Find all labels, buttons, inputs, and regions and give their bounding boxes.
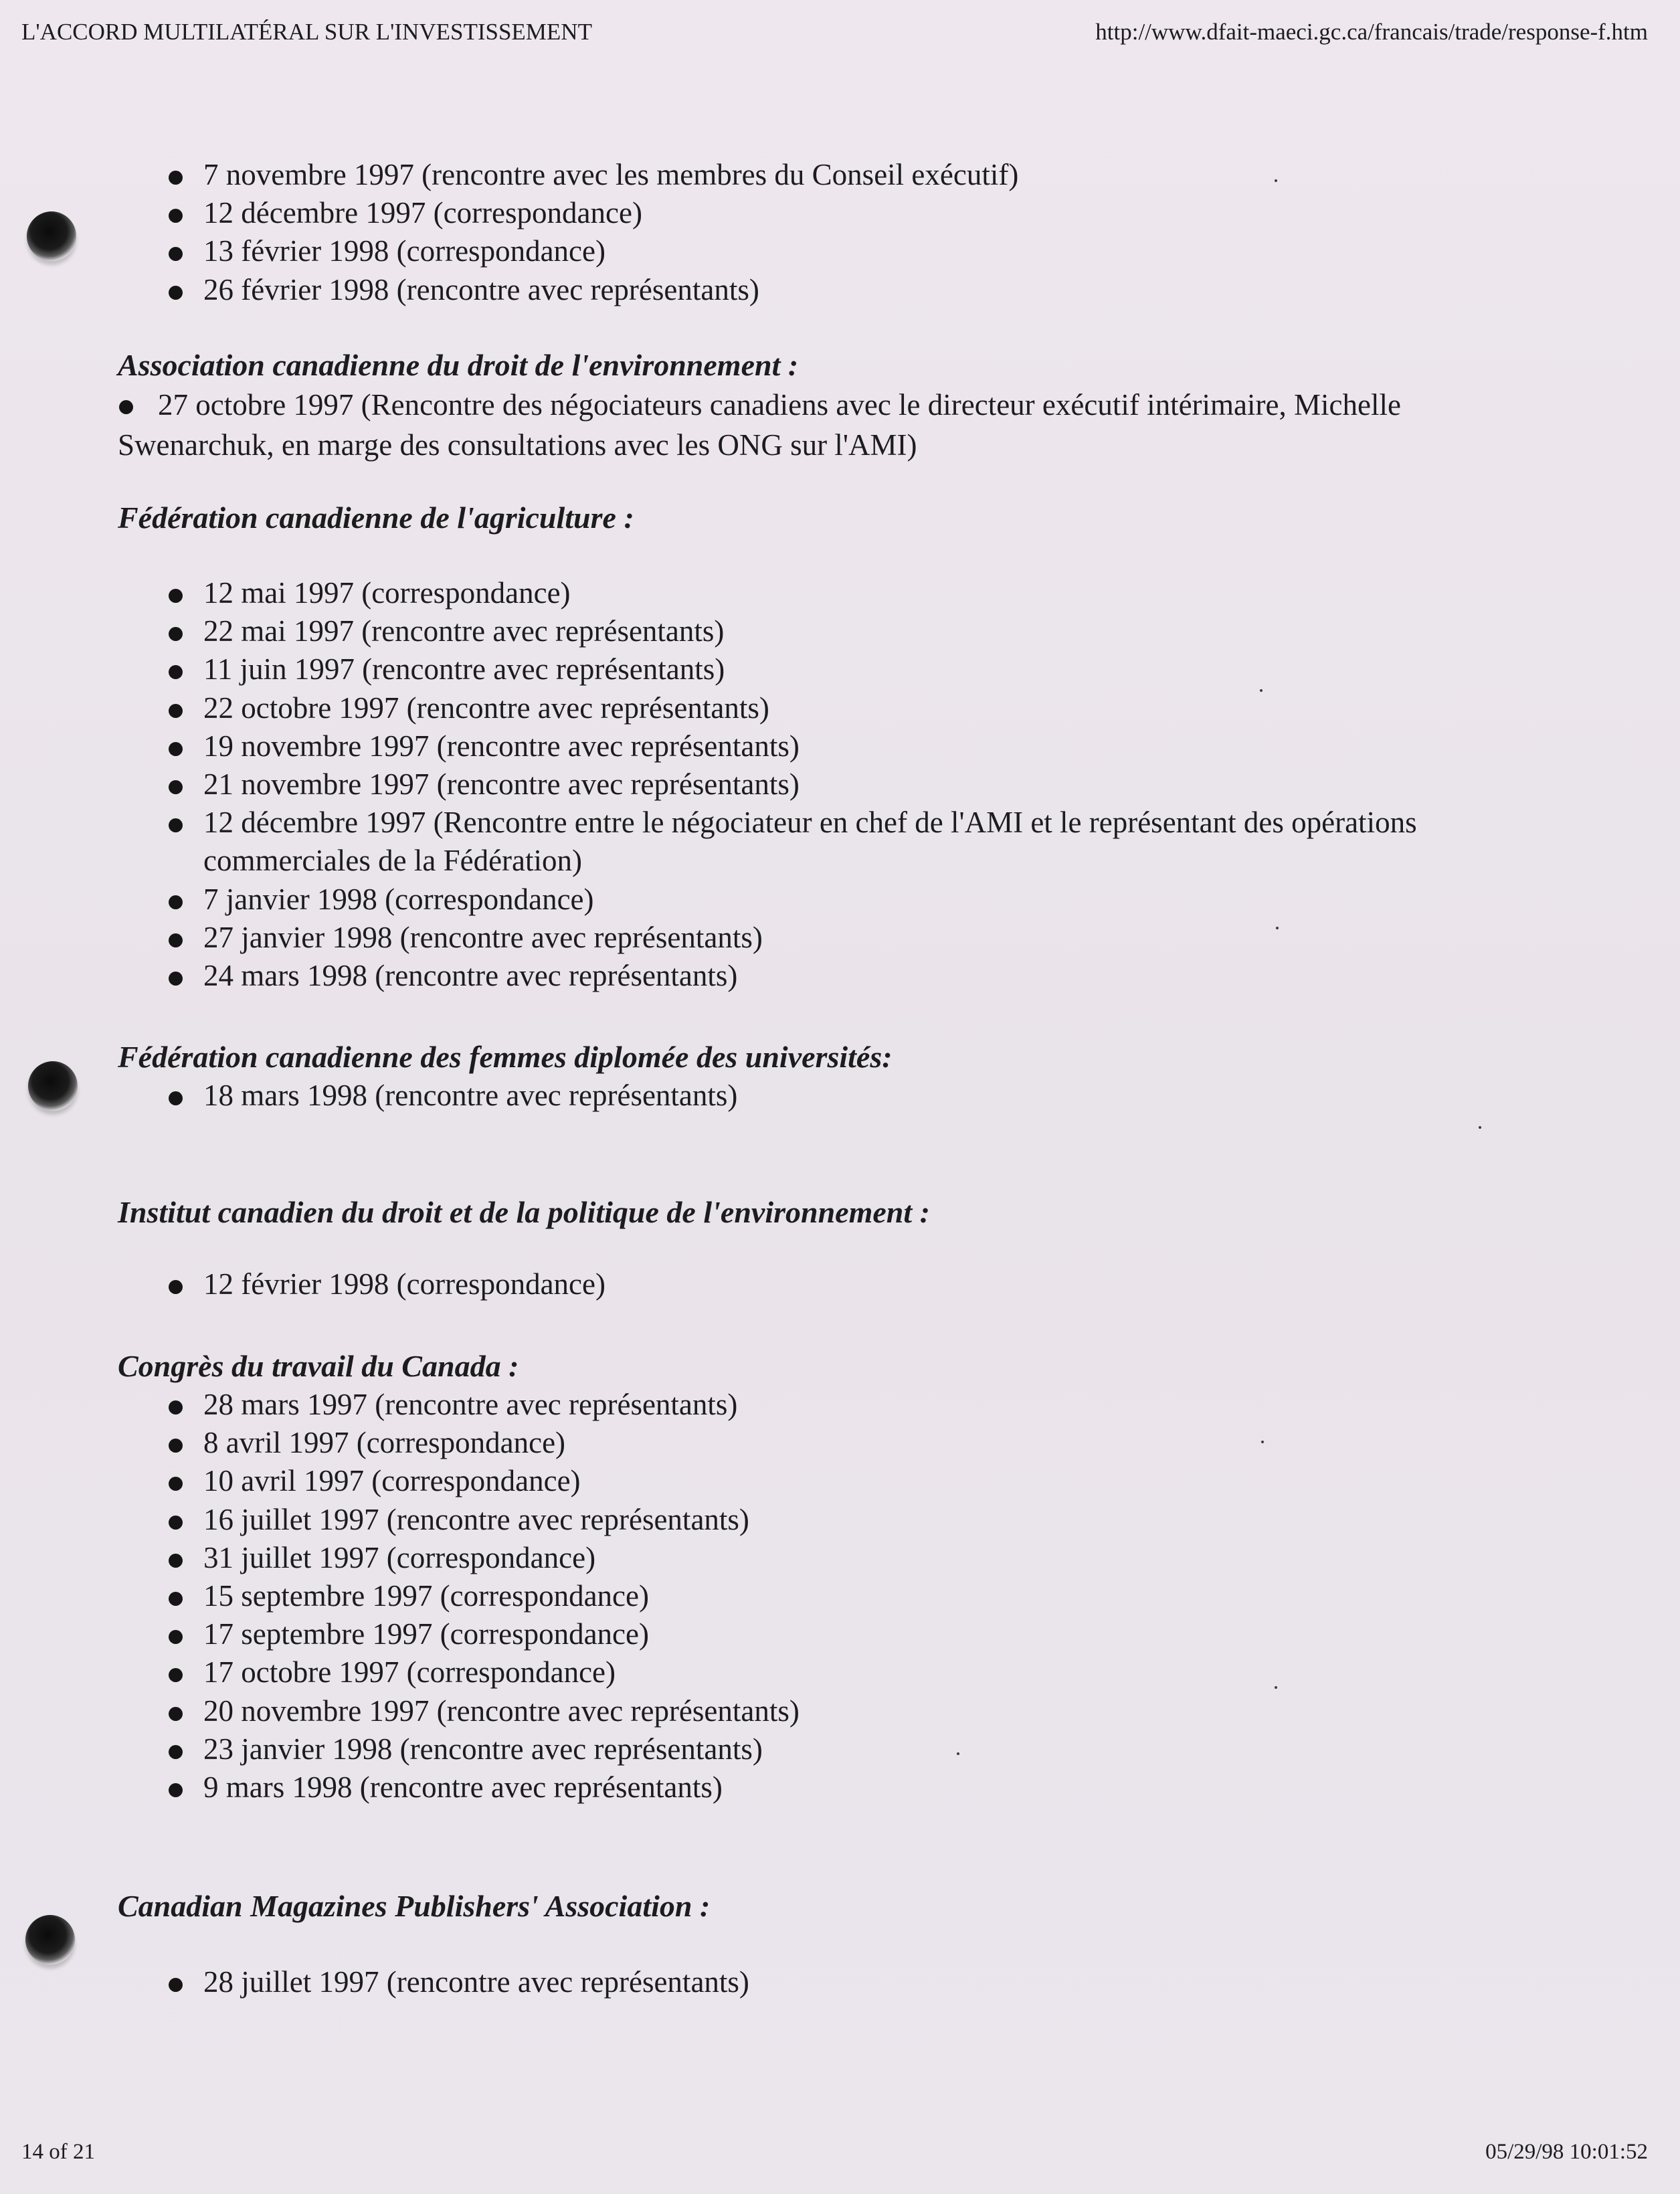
list-item: 24 mars 1998 (rencontre avec représentants) bbox=[203, 957, 1675, 995]
list-item: 22 mai 1997 (rencontre avec représentants) bbox=[203, 612, 1675, 650]
list-item: 8 avril 1997 (correspondance) bbox=[203, 1424, 1590, 1462]
bullet-list bbox=[118, 574, 1675, 995]
list-item: 26 février 1998 (rencontre avec représentants) bbox=[203, 271, 1590, 309]
list-item: 31 juillet 1997 (correspondance) bbox=[203, 1539, 1590, 1577]
page-footer-timestamp: 05/29/98 10:01:52 bbox=[1485, 2140, 1648, 2164]
page-footer-page-number: 14 of 21 bbox=[21, 2140, 95, 2164]
list-item: 17 octobre 1997 (correspondance) bbox=[203, 1653, 1590, 1692]
section-heading: Institut canadien du droit et de la politique de l'environnement : bbox=[118, 1195, 930, 1229]
section-cmpa bbox=[118, 1887, 1590, 2001]
list-item: 11 juin 1997 (rencontre avec représentants) bbox=[203, 650, 1675, 689]
section-acde bbox=[118, 346, 1590, 465]
section-continued bbox=[118, 156, 1590, 309]
section-icdpe bbox=[118, 1193, 1590, 1303]
punch-hole-bottom bbox=[25, 1915, 75, 1964]
list-item: 19 novembre 1997 (rencontre avec représentants) bbox=[203, 727, 1675, 765]
page-header-title: L'ACCORD MULTILATÉRAL SUR L'INVESTISSEMENT bbox=[21, 19, 592, 45]
section-fca bbox=[118, 498, 1590, 995]
bleed-through-text bbox=[120, 119, 1459, 146]
list-item: 21 novembre 1997 (rencontre avec représentants) bbox=[203, 765, 1675, 804]
list-item: 12 décembre 1997 (Rencontre entre le négociateur en chef de l'AMI et le représentant des opérations commerciales de la Fédération) bbox=[203, 804, 1568, 880]
punch-hole-middle bbox=[28, 1061, 78, 1111]
section-heading: Fédération canadienne des femmes diplomée des universités: bbox=[118, 1040, 893, 1074]
list-item: 28 mars 1997 (rencontre avec représentants) bbox=[203, 1386, 1590, 1424]
section-ctc bbox=[118, 1347, 1590, 1807]
punch-hole-top bbox=[27, 211, 76, 261]
scan-speck bbox=[1479, 1126, 1481, 1129]
bullet-list bbox=[118, 1077, 1590, 1115]
section-fcfdu bbox=[118, 1038, 1590, 1115]
list-item: 28 juillet 1997 (rencontre avec représentants) bbox=[203, 1963, 1590, 2001]
list-item: 7 novembre 1997 (rencontre avec les membres du Conseil exécutif) bbox=[203, 156, 1590, 194]
list-item: 7 janvier 1998 (correspondance) bbox=[203, 881, 1675, 919]
bullet-list bbox=[118, 1963, 1590, 2001]
list-item-line: Swenarchuk, en marge des consultations avec les ONG sur l'AMI) bbox=[118, 428, 917, 462]
section-heading: Fédération canadienne de l'agriculture : bbox=[118, 500, 634, 535]
list-item bbox=[118, 385, 1590, 465]
bullet-list bbox=[118, 1265, 1590, 1303]
list-item: 12 décembre 1997 (correspondance) bbox=[203, 194, 1590, 232]
list-item: 22 octobre 1997 (rencontre avec représentants) bbox=[203, 689, 1675, 727]
list-item: 12 mai 1997 (correspondance) bbox=[203, 574, 1675, 612]
list-item: 13 février 1998 (correspondance) bbox=[203, 232, 1590, 270]
list-item: 15 septembre 1997 (correspondance) bbox=[203, 1577, 1590, 1615]
list-item: 16 juillet 1997 (rencontre avec représentants) bbox=[203, 1501, 1590, 1539]
list-item: 27 janvier 1998 (rencontre avec représentants) bbox=[203, 919, 1675, 957]
list-item: 18 mars 1998 (rencontre avec représentants) bbox=[203, 1077, 1590, 1115]
page-header-url: http://www.dfait-maeci.gc.ca/francais/trade/response-f.htm bbox=[1095, 19, 1648, 45]
list-item: 20 novembre 1997 (rencontre avec représentants) bbox=[203, 1692, 1590, 1730]
section-heading: Congrès du travail du Canada : bbox=[118, 1349, 519, 1383]
list-item: 9 mars 1998 (rencontre avec représentants) bbox=[203, 1768, 1590, 1807]
list-item-line: 27 octobre 1997 (Rencontre des négociateurs canadiens avec le directeur exécutif intérimaire, Michelle bbox=[158, 388, 1401, 422]
list-item: 12 février 1998 (correspondance) bbox=[203, 1265, 1590, 1303]
bullet-list bbox=[118, 156, 1590, 309]
list-item: 23 janvier 1998 (rencontre avec représentants) bbox=[203, 1730, 1590, 1768]
list-item: 10 avril 1997 (correspondance) bbox=[203, 1462, 1590, 1500]
list-item: 17 septembre 1997 (correspondance) bbox=[203, 1615, 1590, 1653]
bullet-list bbox=[118, 1386, 1590, 1807]
section-heading: Canadian Magazines Publishers' Association : bbox=[118, 1889, 711, 1923]
section-heading: Association canadienne du droit de l'environnement : bbox=[118, 348, 799, 382]
